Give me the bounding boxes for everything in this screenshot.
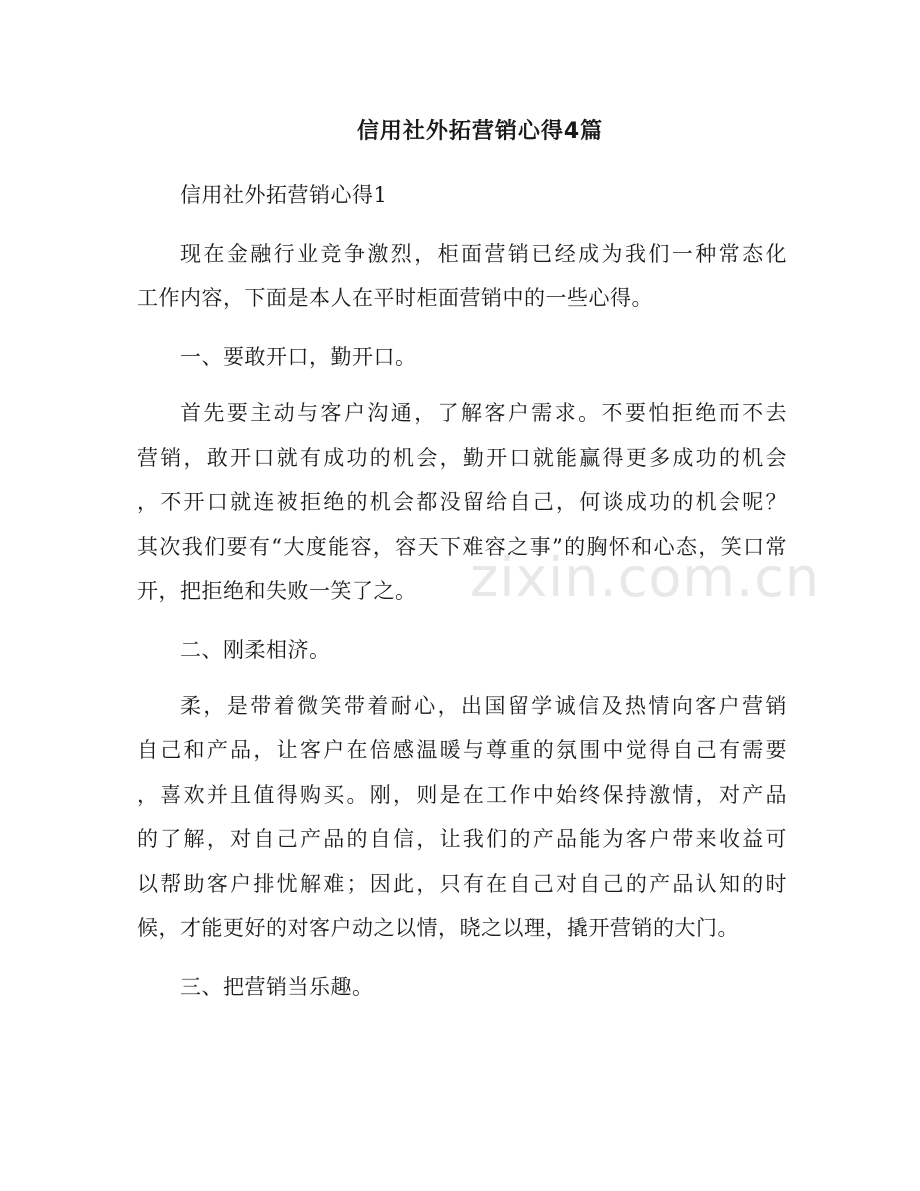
paragraph-line: ，喜欢并且值得购买。刚，则是在工作中始终保持激情，对产品 (137, 783, 787, 807)
paragraph-line: 柔，是带着微笑带着耐心，出国留学诚信及热情向客户营销 (180, 694, 787, 718)
section-heading: 二、刚柔相济。 (180, 638, 331, 662)
section-heading: 一、要敢开口，勤开口。 (180, 345, 417, 369)
paragraph-line: 开，把拒绝和失败一笑了之。 (137, 579, 417, 603)
paragraph-line: 自己和产品，让客户在倍感温暖与尊重的氛围中觉得自己有需要 (137, 738, 787, 762)
paragraph-line: ，不开口就连被拒绝的机会都没留给自己，何谈成功的机会呢？ (137, 490, 787, 514)
section-heading: 三、把营销当乐趣。 (180, 975, 374, 999)
watermark-text: zixin.com.cn (470, 546, 821, 609)
paragraph-line: 现在金融行业竞争激烈，柜面营销已经成为我们一种常态化 (180, 242, 787, 266)
paragraph-line: 的了解，对自己产品的自信，让我们的产品能为客户带来收益可 (137, 827, 787, 851)
paragraph-line: 首先要主动与客户沟通，了解客户需求。不要怕拒绝而不去 (180, 401, 787, 425)
section-subtitle: 信用社外拓营销心得1 (180, 183, 388, 207)
paragraph-line: 营销，敢开口就有成功的机会，勤开口就能赢得更多成功的机会 (137, 446, 787, 470)
paragraph-line: 候，才能更好的对客户动之以情，晓之以理，撬开营销的大门。 (137, 916, 739, 940)
paragraph-line: 其次我们要有“大度能容，容天下难容之事”的胸怀和心态，笑口常 (137, 535, 787, 559)
document-title: 信用社外拓营销心得4篇 (356, 119, 604, 144)
paragraph-line: 工作内容，下面是本人在平时柜面营销中的一些心得。 (137, 286, 653, 310)
paragraph-line: 以帮助客户排忧解难；因此，只有在自己对自己的产品认知的时 (137, 872, 787, 896)
